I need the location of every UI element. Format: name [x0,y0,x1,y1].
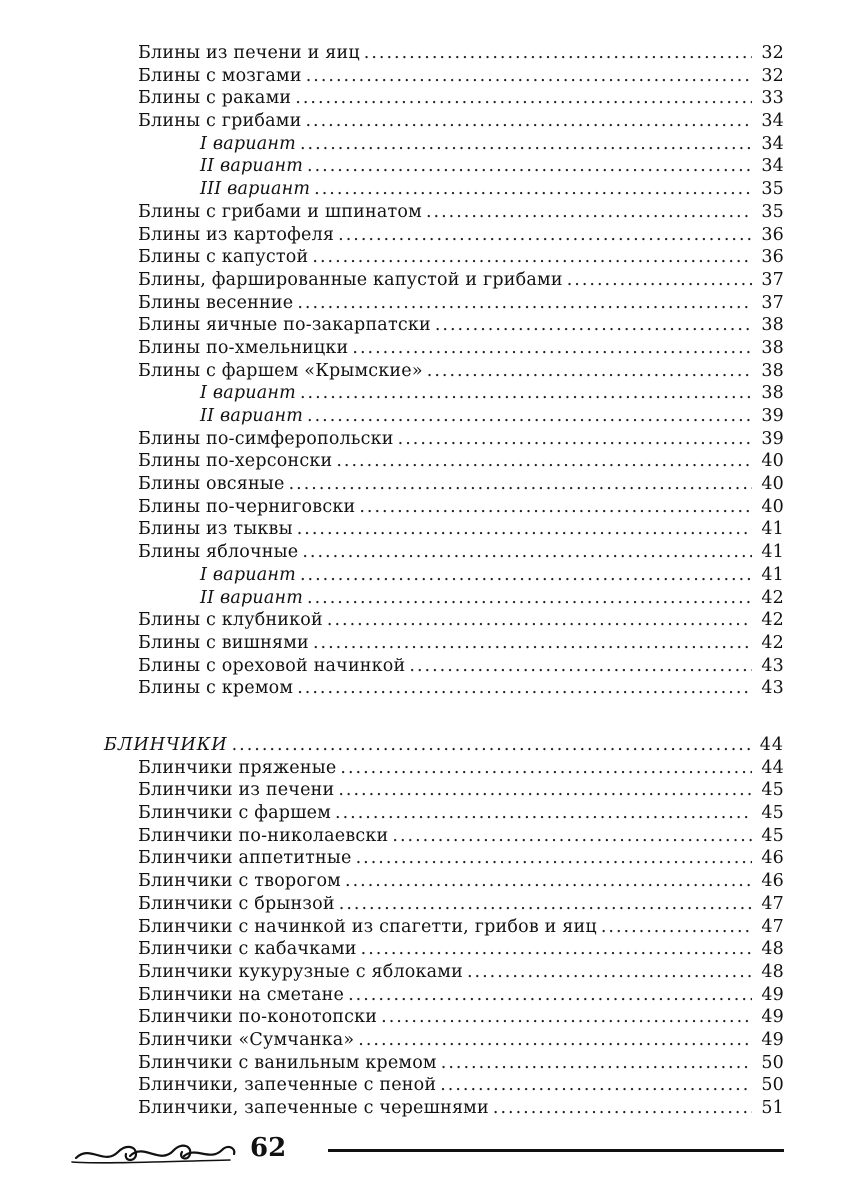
leader-dots [345,870,752,893]
entry-title: Блины овсяные [138,474,285,495]
scroll-ornament-icon [70,1136,240,1168]
toc-entry [104,847,784,870]
toc-entry [138,178,784,201]
entry-page-number: 41 [761,542,784,563]
entry-page-number: 43 [761,678,784,699]
toc-entry [104,916,784,939]
leader-dots [358,1029,752,1052]
toc-entry [104,825,784,848]
toc-entry [104,1029,784,1052]
toc-entry [138,292,784,315]
leader-dots [297,518,752,541]
toc-entry [104,1006,784,1029]
toc-entry [104,870,784,893]
entry-title: Блинчики «Сумчанка» [138,1029,355,1050]
leader-dots [295,87,752,110]
entry-title: Блины яблочные [138,542,299,563]
leader-dots [297,677,752,700]
entry-title: Блинчики с творогом [138,871,341,892]
entry-title: Блины с ореховой начинкой [138,655,406,676]
toc-entry [138,360,784,383]
leader-dots [314,178,752,201]
entry-title: II вариант [200,406,304,426]
leader-dots [336,450,752,473]
entry-page-number: 50 [761,1075,784,1096]
toc-entry [104,938,784,961]
entry-page-number: 45 [761,803,784,824]
leader-dots [305,110,752,133]
entry-page-number: 40 [761,474,784,495]
leader-dots [335,802,752,825]
entry-page-number: 37 [761,269,784,290]
toc-entry [104,1052,784,1075]
entry-page-number: 42 [761,610,784,631]
entry-page-number: 47 [761,893,784,914]
entry-title: Блины, фаршированные капустой и грибами [138,269,563,290]
toc-entry [138,655,784,678]
entry-title: Блины с капустой [138,247,309,268]
leader-dots [392,825,752,848]
entry-title: II вариант [200,587,304,608]
toc-entry [138,450,784,473]
toc-entry [138,382,784,405]
leader-dots [300,382,752,405]
entry-page-number: 40 [761,496,784,517]
leader-dots [493,1097,752,1120]
entry-page-number: 42 [761,632,784,653]
page-number: 62 [250,1133,287,1163]
toc-entry [138,428,784,451]
toc-entry [104,893,784,916]
leader-dots [307,155,752,178]
toc-entry [138,65,784,88]
toc-entry [138,496,784,519]
entry-title: Блинчики с ванильным кремом [138,1052,437,1073]
leader-dots [289,473,752,496]
entry-title: Блины из тыквы [138,519,293,540]
entry-page-number: 41 [761,519,784,540]
leader-dots [307,587,752,610]
entry-page-number: 41 [761,564,784,585]
entry-title: Блины с раками [138,88,292,109]
toc-entry [104,802,784,825]
entry-title: Блины по-черниговски [138,496,356,517]
toc-entry [138,473,784,496]
entry-page-number: 39 [761,428,784,449]
entry-page-number: 45 [761,780,784,801]
entry-page-number: 38 [761,315,784,336]
toc-entry [138,314,784,337]
entry-title: Блины из печени и яиц [138,43,360,63]
entry-title: I вариант [200,564,296,585]
entry-page-number: 32 [761,65,784,86]
entry-title: Блинчики с кабачками [138,939,357,960]
entry-title: Блинчики с фаршем [138,803,332,824]
entry-page-number: 48 [761,961,784,982]
entry-title: Блины по-симферопольски [138,428,394,449]
leader-dots [356,847,752,870]
leader-dots [398,428,752,451]
entry-page-number: 34 [761,156,784,177]
entry-title: Блины с грибами и шпинатом [138,201,422,222]
entry-page-number: 38 [761,383,784,404]
entry-page-number: 51 [761,1098,784,1118]
leader-dots [601,916,752,939]
entry-title: Блинчики пряженые [138,757,337,778]
entry-title: Блинчики по-николаевски [138,825,389,846]
leader-dots [338,779,752,802]
entry-title: Блинчики кукурузные с яблоками [138,961,463,982]
entry-title: Блины по-херсонски [138,451,333,472]
leader-dots [409,655,752,678]
leader-dots [427,360,752,383]
entry-title: I вариант [200,133,296,154]
toc-entry [138,110,784,133]
toc-entry [138,201,784,224]
entry-page-number: 49 [761,984,784,1005]
toc-entry [138,518,784,541]
entry-title: Блинчики, запеченные с черешнями [138,1098,489,1118]
entry-page-number: 49 [761,1007,784,1028]
entry-title: Блины из картофеля [138,224,335,245]
section-heading-row [104,734,784,757]
entry-page-number: 35 [761,201,784,222]
entry-page-number: 44 [761,757,784,778]
entry-title: Блинчики, запеченные с пеной [138,1075,437,1096]
entry-page-number: 47 [761,916,784,937]
leader-dots [567,269,752,292]
entry-title: Блины весенние [138,292,294,313]
entry-page-number: 40 [761,451,784,472]
entry-title: Блины с мозгами [138,65,302,86]
entry-page-number: 38 [761,360,784,381]
toc-entry [104,961,784,984]
entry-page-number: 49 [761,1029,784,1050]
entry-title: Блины с кремом [138,678,294,699]
toc-entry [104,779,784,802]
entry-page-number: 34 [761,111,784,132]
entry-title: Блинчики с брынзой [138,893,335,914]
entry-title: Блины с фаршем «Крымские» [138,360,423,381]
leader-dots [440,1074,752,1097]
toc-entry [138,632,784,655]
entry-page-number: 35 [761,179,784,200]
toc-entry [138,133,784,156]
section-heading-page: 44 [759,735,784,755]
entry-page-number: 39 [761,406,784,426]
entry-title: Блинчики с начинкой из спагетти, грибов и яиц [138,916,597,937]
entry-page-number: 50 [761,1052,784,1073]
entry-title: Блинчики на сметане [138,984,345,1005]
leader-dots [327,609,752,632]
toc-entry [104,1074,784,1097]
toc-entry [138,405,784,428]
entry-title: III вариант [200,179,311,200]
entry-page-number: 34 [761,133,784,154]
toc-entry [138,564,784,587]
leader-dots [313,632,752,655]
toc-entry [138,224,784,247]
toc-entry [138,587,784,610]
leader-dots [297,292,752,315]
entry-title: Блины с грибами [138,111,302,132]
entry-page-number: 43 [761,655,784,676]
toc-group-blinys [138,42,784,700]
leader-dots [361,938,752,961]
entry-title: Блины по-хмельницки [138,337,349,358]
toc-entry [138,337,784,360]
entry-title: Блинчики по-конотопски [138,1007,378,1028]
toc-entry [138,42,784,65]
entry-page-number: 36 [761,247,784,268]
leader-dots [232,734,752,757]
toc-entry [104,1097,784,1120]
toc-entry [104,757,784,780]
leader-dots [352,337,752,360]
leader-dots [359,496,752,519]
entry-page-number: 36 [761,224,784,245]
leader-dots [348,984,752,1007]
toc-entry [138,87,784,110]
toc-entry [138,677,784,700]
leader-dots [302,541,752,564]
leader-dots [426,201,752,224]
entry-page-number: 33 [761,88,784,109]
toc-entry [138,541,784,564]
entry-title: Блины с вишнями [138,632,309,653]
toc-entry [138,155,784,178]
leader-dots [300,564,752,587]
leader-dots [435,314,752,337]
entry-title: I вариант [200,383,296,404]
entry-page-number: 45 [761,825,784,846]
leader-dots [441,1052,752,1075]
entry-page-number: 32 [761,43,784,63]
entry-page-number: 42 [761,587,784,608]
leader-dots [306,65,752,88]
entry-page-number: 37 [761,292,784,313]
leader-dots [340,757,752,780]
leader-dots [381,1006,752,1029]
entry-title: II вариант [200,156,304,177]
entry-title: Блины с клубникой [138,610,323,631]
section-heading: БЛИНЧИКИ [104,735,228,755]
entry-page-number: 48 [761,939,784,960]
entry-title: Блинчики аппетитные [138,848,352,869]
section-items [104,757,784,1120]
entry-title: Блинчики из печени [138,780,335,801]
footer-rule [328,1149,784,1152]
leader-dots [467,961,752,984]
entry-page-number: 46 [761,848,784,869]
entry-title: Блины яичные по-закарпатски [138,315,431,336]
leader-dots [307,405,752,428]
leader-dots [338,224,752,247]
toc-entry [138,269,784,292]
leader-dots [339,893,752,916]
toc-entry [104,984,784,1007]
page-footer [70,1132,784,1172]
leader-dots [364,42,752,65]
toc-entry [138,246,784,269]
toc-group-blinchiki [104,734,784,1120]
toc-entry [138,609,784,632]
leader-dots [300,133,752,156]
entry-page-number: 38 [761,337,784,358]
entry-page-number: 46 [761,871,784,892]
leader-dots [312,246,752,269]
